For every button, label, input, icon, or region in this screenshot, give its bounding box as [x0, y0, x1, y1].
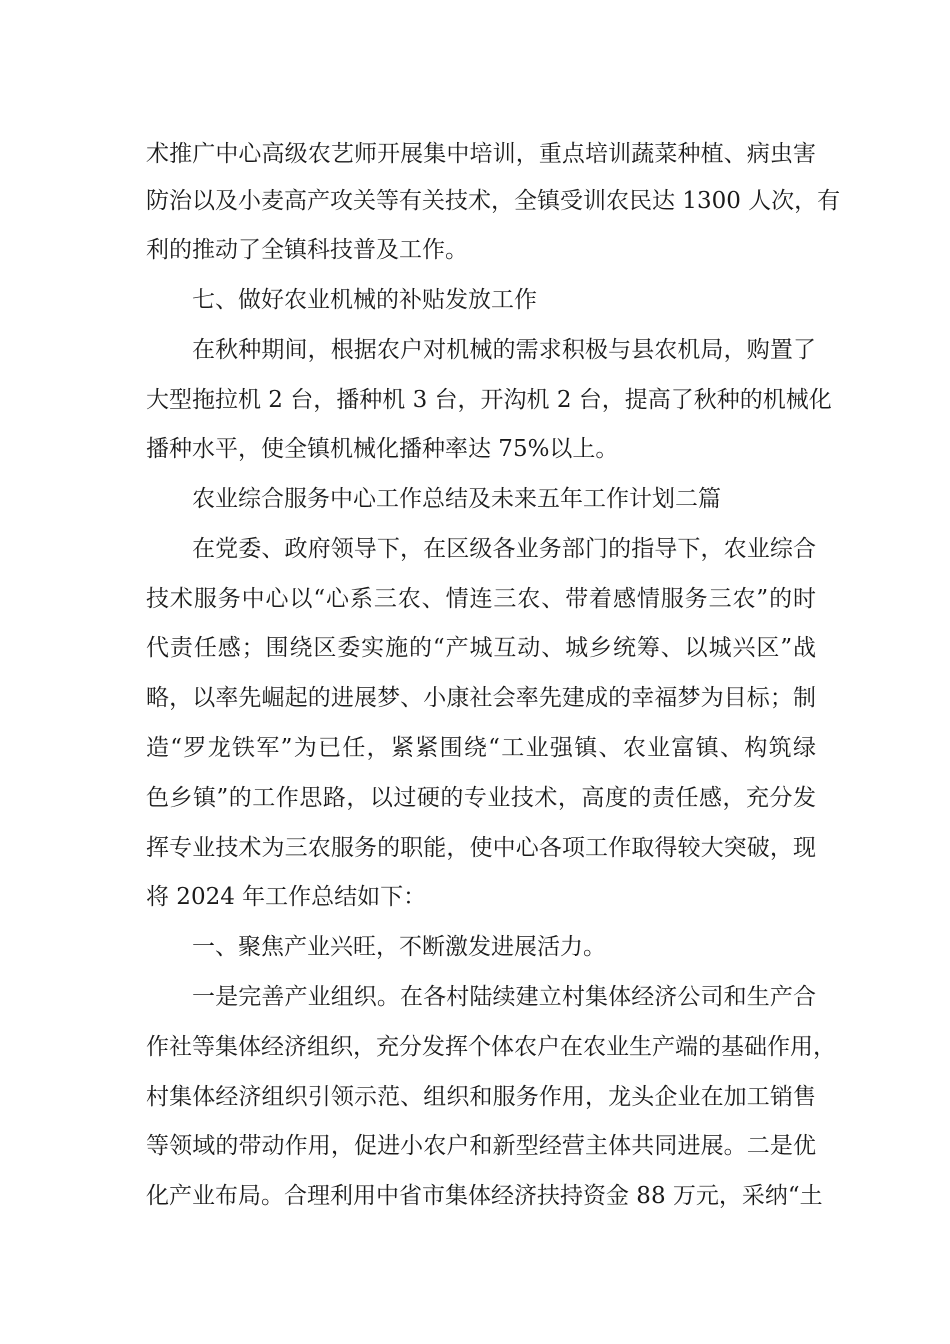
- text-line: 大型拖拉机 2 台，播种机 3 台，开沟机 2 台，提高了秋种的机械化: [146, 387, 832, 413]
- text-line: 村集体经济组织引领示范、组织和服务作用，龙头企业在加工销售: [146, 1084, 816, 1110]
- text-line: 在党委、政府领导下，在区级各业务部门的指导下，农业综合: [192, 536, 816, 562]
- text-line: 化产业布局。合理利用中省市集体经济扶持资金 88 万元，采纳“土: [146, 1183, 823, 1209]
- text-line: 造“罗龙铁军”为已任，紧紧围绕“工业强镇、农业富镇、构筑绿: [146, 735, 816, 761]
- text-line: 利的推动了全镇科技普及工作。: [146, 237, 468, 263]
- text-line: 代责任感；围绕区委实施的“产城互动、城乡统筹、以城兴区”战: [146, 635, 816, 661]
- text-line: 挥专业技术为三农服务的职能，使中心各项工作取得较大突破，现: [146, 835, 816, 861]
- text-line: 一是完善产业组织。在各村陆续建立村集体经济公司和生产合: [192, 984, 816, 1010]
- section-heading: 七、做好农业机械的补贴发放工作: [192, 287, 537, 313]
- text-line: 作社等集体经济组织，充分发挥个体农户在农业生产端的基础作用，: [146, 1034, 836, 1060]
- text-line: 术推广中心高级农艺师开展集中培训，重点培训蔬菜种植、病虫害: [146, 141, 816, 167]
- text-line: 将 2024 年工作总结如下：: [146, 884, 427, 910]
- document-title: 农业综合服务中心工作总结及未来五年工作计划二篇: [192, 486, 721, 512]
- text-line: 技术服务中心以“心系三农、情连三农、带着感情服务三农”的时: [146, 586, 816, 612]
- text-line: 等领域的带动作用，促进小农户和新型经营主体共同进展。二是优: [146, 1133, 816, 1159]
- text-line: 在秋种期间，根据农户对机械的需求积极与县农机局，购置了: [192, 337, 816, 363]
- text-line: 防治以及小麦高产攻关等有关技术，全镇受训农民达 1300 人次，有: [146, 188, 841, 214]
- section-heading: 一、聚焦产业兴旺，不断激发进展活力。: [192, 934, 606, 960]
- text-line: 略，以率先崛起的进展梦、小康社会率先建成的幸福梦为目标；制: [146, 685, 816, 711]
- text-line: 播种水平，使全镇机械化播种率达 75%以上。: [146, 436, 619, 462]
- text-line: 色乡镇”的工作思路，以过硬的专业技术，高度的责任感，充分发: [146, 785, 816, 811]
